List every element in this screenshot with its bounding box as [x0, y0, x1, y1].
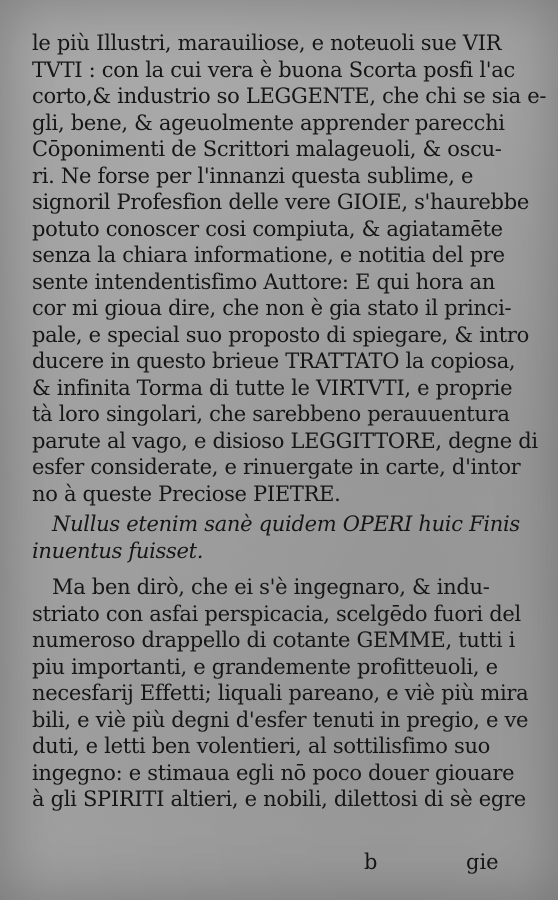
text-line: cor mi gioua dire, che non è gia stato il princi- [32, 296, 512, 320]
main-text [32, 30, 547, 813]
text-line: esfer considerate, e rinuergate in carte, d'intor [32, 455, 521, 479]
page-footer [0, 850, 558, 880]
paragraph-line: piu importanti, e grandemente profitteuoli, e [32, 654, 498, 679]
paragraph-line: numeroso drappello di cotante GEMME, tutti i [32, 628, 516, 652]
paragraph-line: bili, e viè più degni d'esfer tenuti in pregio, e ve [32, 707, 529, 732]
text-line: ducere in questo brieue TRATTATO la copiosa, [32, 349, 516, 373]
text-line: sente intendentisfimo Auttore: E qui hora an [32, 269, 495, 294]
text-line: & infinita Torma di tutte le VIRTVTI, e proprie [32, 375, 513, 400]
paragraph-line: ingegno: e stimaua egli nō poco douer giouare [32, 760, 515, 785]
signature-mark: b [364, 850, 378, 874]
text-line: Cōponimenti de Scrittori malageuoli, & oscu- [32, 137, 502, 161]
text-line: parute al vago, e disioso LEGGITTORE, degne di [32, 428, 538, 453]
paragraph-line: striato con asfai perspicacia, scelgēdo fuori del [32, 601, 521, 626]
text-line: signoril Profesfion delle vere GIOIE, s'haurebbe [32, 190, 529, 214]
catchword: gie [466, 850, 499, 874]
paragraph-line: duti, e letti ben volentieri, al sottilisfimo suo [32, 734, 491, 758]
latin-line: Nullus etenim sanè quidem OPERI huic Finis [52, 512, 520, 536]
paragraph-line: Ma ben dirò, che ei s'è ingegnaro, & indu- [52, 575, 490, 599]
text-line: ri. Ne forse per l'innanzi questa sublime, e [32, 163, 474, 188]
latin-line: inuentus fuisset. [32, 538, 204, 563]
text-line: potuto conoscer cosi compiuta, & agiatamēte [32, 216, 503, 241]
text-line: le più Illustri, marauiliose, e noteuoli sue VIR [32, 31, 502, 55]
text-line: corto,& industrio so LEGGENTE, che chi se sia e- [32, 84, 547, 108]
text-line: senza la chiara informatione, e notitia del pre [32, 243, 505, 267]
text-line: no à queste Preciose PIETRE. [32, 481, 341, 506]
text-line: TVTI : con la cui vera è buona Scorta posfi l'ac [32, 57, 515, 82]
paragraph-line: necesfarij Effetti; liquali pareano, e viè più mira [32, 681, 529, 705]
text-line: tà loro singolari, che sarebbeno perauuentura [32, 402, 510, 426]
paragraph-line: à gli SPIRITI altieri, e nobili, dilettosi di sè egre [32, 787, 526, 811]
text-line: gli, bene, & ageuolmente apprender parecchi [32, 110, 505, 135]
text-line: pale, e special suo proposto di spiegare, & intro [32, 322, 529, 347]
